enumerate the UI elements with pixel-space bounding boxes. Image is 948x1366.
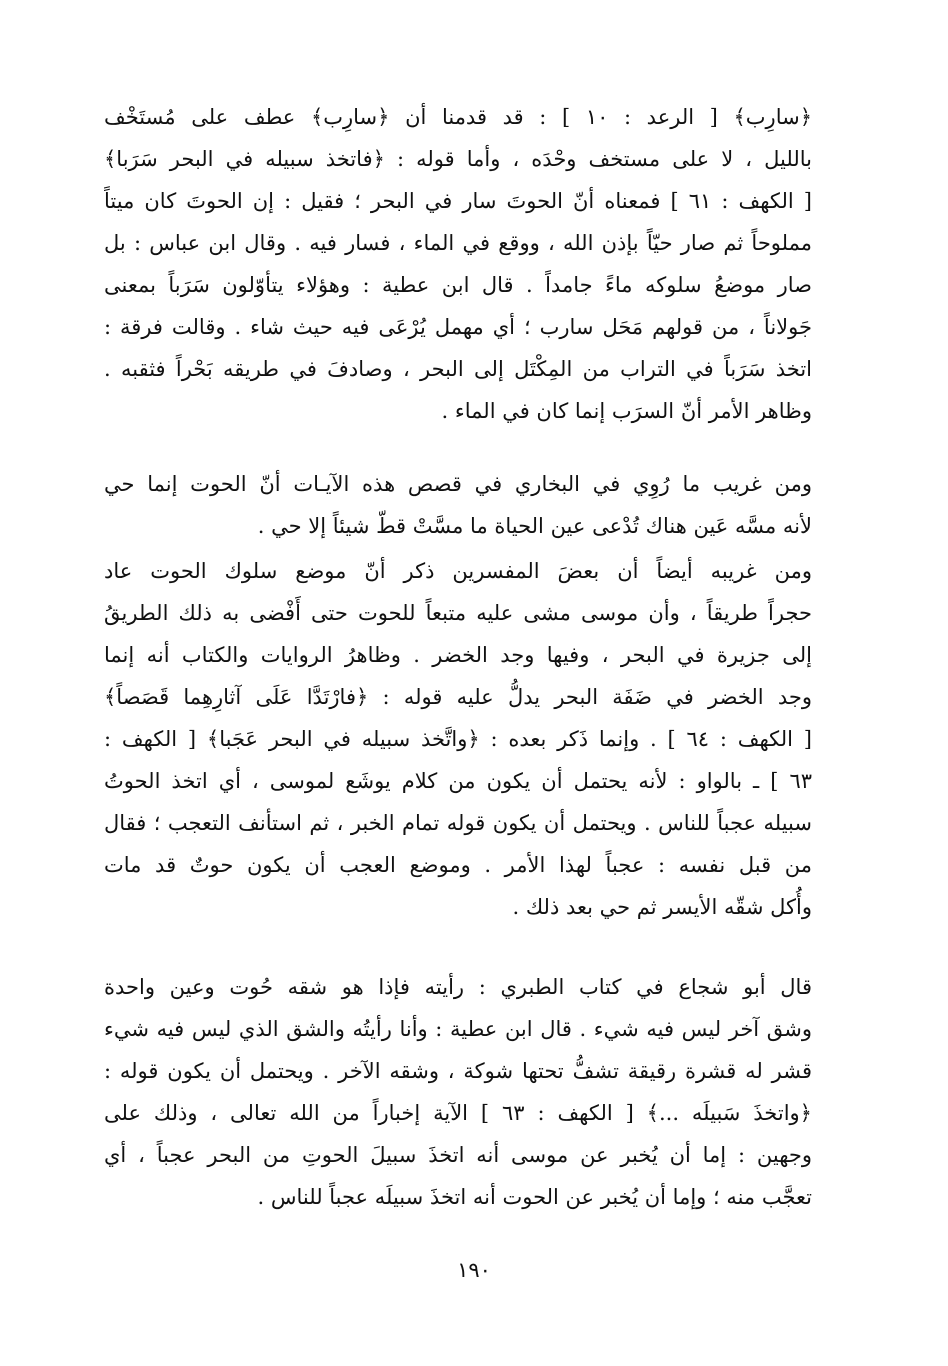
text-line: ومن غريبه أيضاً أن بعضَ المفسرين ذكر أنّ موضع سلوك الحوت عاد [104, 559, 812, 583]
text-line: صار موضعُ سلوكه ماءً جامداً . قال ابن عطية : وهؤلاء يتأوّلون سَرَباً بمعنى [104, 273, 812, 297]
text-line: [ الكهف : ٦١ ] فمعناه أنّ الحوتَ سار في البحر ؛ فقيل : إن الحوتَ كان ميتاً [104, 189, 812, 213]
page-number: ١٩٠ [457, 1258, 491, 1282]
text-line: حجراً طريقاً ، وأن موسى مشى عليه متبعاً للحوت حتى أَفْضى به ذلك الطريقُ [104, 601, 812, 625]
text-line: إلى جزيرة في البحر ، وفيها وجد الخضر . وظاهرُ الروايات والكتاب أنه إنما [104, 643, 812, 667]
text-line: اتخذ سَرَباً في التراب من المِكْتَل إلى البحر ، وصادفَ في طريقه بَحْراً فثقبه . [104, 357, 812, 381]
text-line: لأنه مسَّه عَين هناك تُدْعى عين الحياة ما مسَّتْ قطّ شيئاً إلا حي . [257, 514, 812, 538]
text-line: وشق آخر ليس فيه شيء . قال ابن عطية : وأنا رأيتُه والشق الذي ليس فيه شيء [104, 1017, 812, 1041]
text-line: ﴿سارِب﴾ [ الرعد : ١٠ ] : قد قدمنا أن ﴿سارِب﴾ عطف على مُستَخْف [104, 105, 812, 129]
paragraph-2 [104, 463, 812, 547]
paragraph-3 [104, 550, 812, 928]
text-line: قال أبو شجاع في كتاب الطبري : رأيته فإذا هو شقه حُوت وعين واحدة [104, 975, 812, 999]
text-line: [ الكهف : ٦٤ ] . وإنما ذَكر بعده : ﴿واتَّخذ سبيله في البحر عَجَبا﴾ [ الكهف : [104, 727, 812, 751]
text-line: وجهين : إما أن يُخبر عن موسى أنه اتخذَ سبيلَ الحوتِ من البحر عجباً ، أي [104, 1143, 812, 1167]
text-line: وأُكل شقّه الأيسر ثم حي بعد ذلك . [512, 895, 812, 919]
text-line: بالليل ، لا على مستخف وحْدَه ، وأما قوله : ﴿فاتخذ سبيله في البحر سَرَبا﴾ [104, 147, 812, 171]
text-line: ومن غريب ما رُوِي في البخاري في قصص هذه الآيـات أنّ الحوت إنما حي [104, 472, 812, 496]
text-line: سبيله عجباً للناس . ويحتمل أن يكون قوله تمام الخبر ، ثم استأنف التعجب ؛ فقال [104, 811, 812, 835]
text-line: ﴿واتخذَ سَبيلَه ...﴾ [ الكهف : ٦٣ ] الآية إخباراً من الله تعالى ، وذلك على [104, 1101, 812, 1125]
text-line: وجد الخضر في ضَفَة البحر يدلُّ عليه قوله : ﴿فارْتَدَّا عَلَى آثارِهِما قَصَصاً﴾ [104, 685, 812, 709]
paragraph-1 [104, 96, 812, 432]
text-line: قشر له قشرة رقيقة تشفُّ تحتها شوكة ، وشقه الآخر . ويحتمل أن يكون قوله : [104, 1059, 812, 1083]
text-line: وظاهر الأمر أنّ السرَب إنما كان في الماء . [441, 399, 812, 423]
text-line: مملوحاً ثم صار حيّاً بإذن الله ، ووقع في الماء ، فسار فيه . وقال ابن عباس : بل [104, 231, 812, 255]
text-line: جَولاناً ، من قولهم مَحَل سارب ؛ أي مهمل يُرْعَى فيه حيث شاء . وقالت فرقة : [104, 315, 812, 339]
paragraph-4 [104, 966, 812, 1218]
text-line: من قبل نفسه : عجباً لهذا الأمر . وموضع العجب أن يكون حوتٌ قد مات [104, 853, 812, 877]
text-line: ٦٣ ] ـ بالواو : لأنه يحتمل أن يكون من كلام يوشَع لموسى ، أي اتخذ الحوتُ [104, 769, 812, 793]
text-line: تعجَّب منه ؛ وإما أن يُخبر عن الحوت أنه اتخذَ سبيلَه عجباً للناس . [257, 1185, 812, 1209]
